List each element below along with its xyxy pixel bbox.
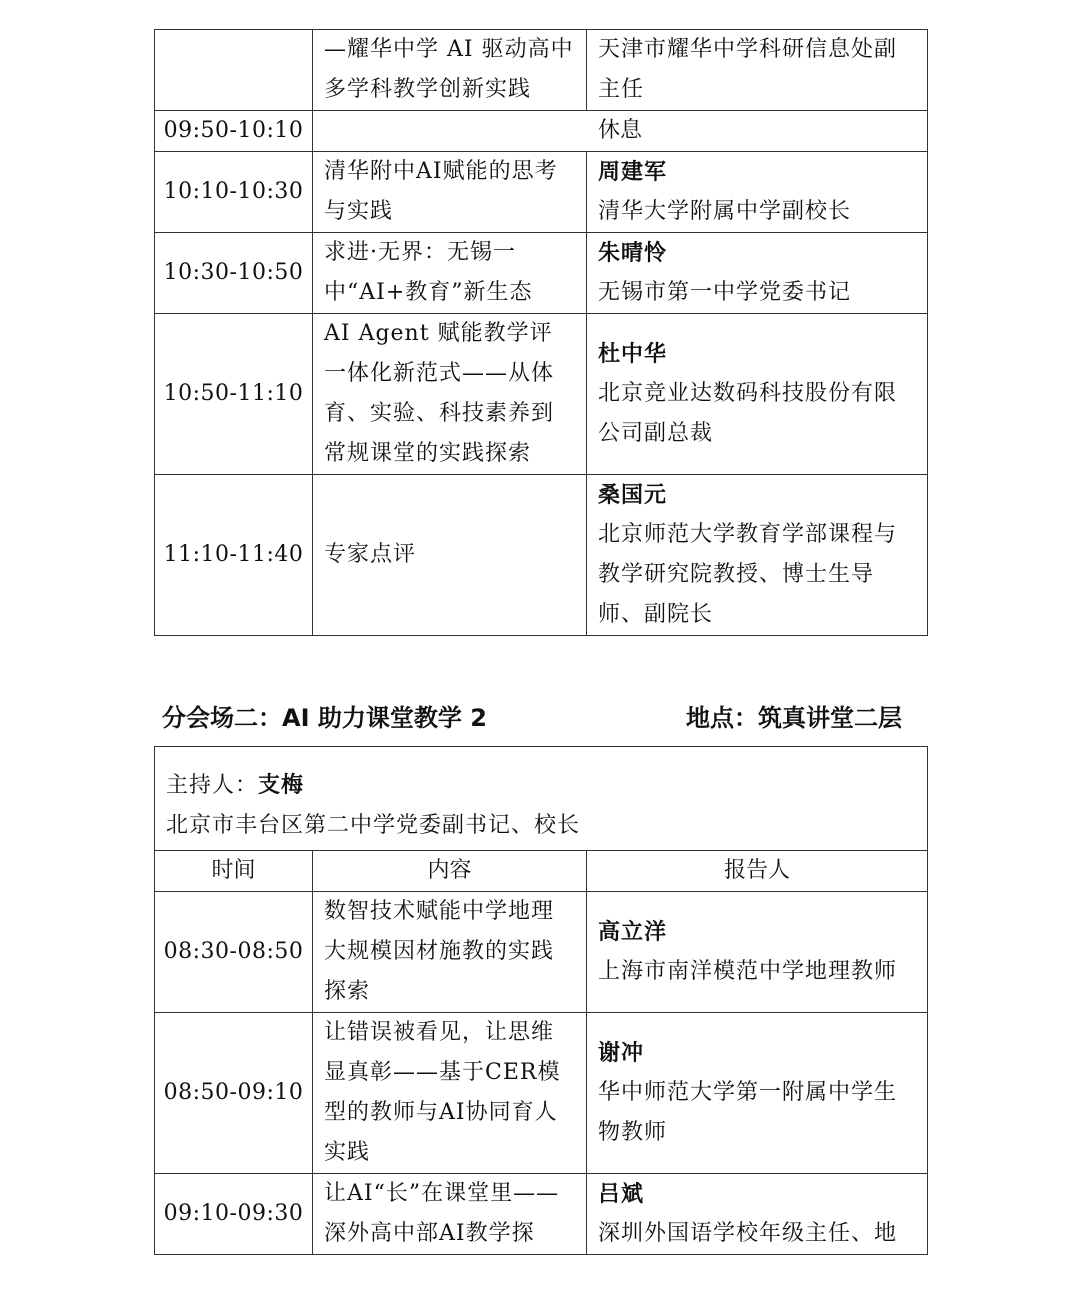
speaker-cell <box>587 30 928 111</box>
speaker-title: 深圳外国语学校年级主任、地 <box>598 1221 898 1246</box>
speaker-title: 清华大学附属中学副校长 <box>598 199 852 224</box>
host-row <box>155 747 928 851</box>
speaker-name: 高立洋 <box>598 919 668 945</box>
speaker-title: 北京竞业达数码科技股份有限公司副总裁 <box>598 381 898 446</box>
topic-cell: 让错误被看见，让思维显真彰——基于CER模型的教师与AI协同育人实践 <box>313 1013 587 1174</box>
agenda-table-part1 <box>154 29 928 636</box>
topic-cell: 求进·无界：无锡一中“AI+教育”新生态 <box>313 233 587 314</box>
agenda-table-part2 <box>154 746 928 1255</box>
speaker-cell <box>587 152 928 233</box>
speaker-title: 华中师范大学第一附属中学生物教师 <box>598 1080 898 1145</box>
table-row <box>155 30 928 111</box>
table-row <box>155 1174 928 1255</box>
speaker-title: 上海市南洋模范中学地理教师 <box>598 959 898 984</box>
speaker-title: 北京师范大学教育学部课程与教学研究院教授、博士生导师、副院长 <box>598 522 898 627</box>
host-label: 主持人： <box>166 773 259 798</box>
time-cell <box>155 30 313 111</box>
speaker-cell <box>587 233 928 314</box>
topic-cell: —耀华中学 AI 驱动高中多学科教学创新实践 <box>313 30 587 111</box>
table-row <box>155 314 928 475</box>
table-row <box>155 1013 928 1174</box>
topic-cell: 专家点评 <box>313 475 587 636</box>
header-row <box>155 851 928 892</box>
host-cell <box>155 747 928 851</box>
host-line <box>166 765 916 806</box>
time-cell: 08:30-08:50 <box>155 892 313 1013</box>
time-cell: 09:50-10:10 <box>155 111 313 152</box>
section-title: 分会场二：AI 助力课堂教学 2 <box>162 704 487 732</box>
break-cell: 休息 <box>313 111 928 152</box>
table-row <box>155 152 928 233</box>
column-header-time: 时间 <box>155 851 313 892</box>
speaker-title: 天津市耀华中学科研信息处副主任 <box>598 37 898 102</box>
topic-cell: 数智技术赋能中学地理大规模因材施教的实践探索 <box>313 892 587 1013</box>
speaker-cell <box>587 314 928 475</box>
time-cell: 08:50-09:10 <box>155 1013 313 1174</box>
time-cell: 10:10-10:30 <box>155 152 313 233</box>
speaker-name: 朱晴怜 <box>598 240 668 266</box>
section-venue: 地点：筑真讲堂二层 <box>686 704 902 732</box>
speaker-name: 吕斌 <box>598 1181 645 1207</box>
speaker-name: 桑国元 <box>598 482 668 508</box>
speaker-text <box>598 1174 916 1254</box>
speaker-cell <box>587 475 928 636</box>
speaker-cell <box>587 1013 928 1174</box>
speaker-cell <box>587 892 928 1013</box>
time-cell: 11:10-11:40 <box>155 475 313 636</box>
column-header-topic: 内容 <box>313 851 587 892</box>
topic-cell: AI Agent 赋能教学评一体化新范式——从体育、实验、科技素养到常规课堂的实践探索 <box>313 314 587 475</box>
time-cell: 10:50-11:10 <box>155 314 313 475</box>
host-title: 北京市丰台区第二中学党委副书记、校长 <box>166 813 581 838</box>
topic-text: 让AI“长”在课堂里——深外高中部AI教学探 <box>324 1181 560 1246</box>
speaker-title: 无锡市第一中学党委书记 <box>598 280 852 305</box>
speaker-name: 周建军 <box>598 159 668 185</box>
host-name: 支梅 <box>258 772 305 798</box>
section-heading <box>162 698 902 738</box>
time-cell: 09:10-09:30 <box>155 1174 313 1255</box>
column-header-speaker: 报告人 <box>587 851 928 892</box>
time-cell: 10:30-10:50 <box>155 233 313 314</box>
topic-cell <box>313 1174 587 1255</box>
speaker-cell <box>587 1174 928 1255</box>
table-row-break <box>155 111 928 152</box>
topic-cell: 清华附中AI赋能的思考与实践 <box>313 152 587 233</box>
table-row <box>155 233 928 314</box>
table-row <box>155 892 928 1013</box>
speaker-name: 杜中华 <box>598 341 668 367</box>
table-row <box>155 475 928 636</box>
speaker-name: 谢冲 <box>598 1040 645 1066</box>
